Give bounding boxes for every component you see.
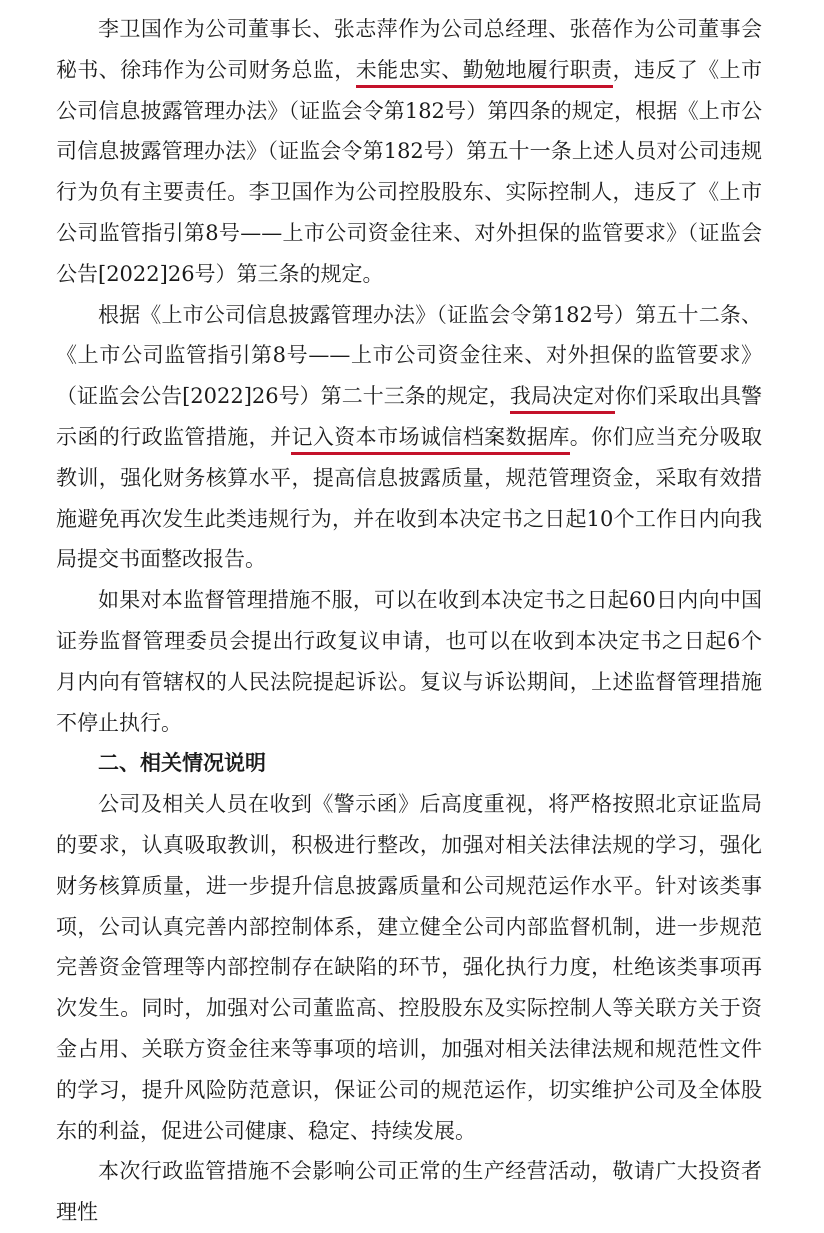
paragraph-decision	[56, 295, 762, 581]
paragraph-impact: 本次行政监管措施不会影响公司正常的生产经营活动，敬请广大投资者理性	[56, 1159, 762, 1225]
section-heading: 二、相关情况说明	[98, 751, 266, 776]
paragraph-text: ，违反了《上市公司信息披露管理办法》（证监会令第182号）第四条的规定，根据《上市公司信息披露管理办法》（证监会令第182号）第五十一条上述人员对公司违规行为负有主要责任。李卫国作为公司控股股东、实际控制人，违反了《上市公司监管指引第8号——上市公司资金往来、对外担保的监管要求》（证监会公告[2022]26号）第三条的规定。	[56, 57, 762, 286]
highlighted-text: 未能忠实、勤勉地履行职责	[356, 58, 613, 88]
highlighted-text: 记入资本市场诚信档案数据库	[291, 425, 569, 455]
paragraph-rectification: 公司及相关人员在收到《警示函》后高度重视，将严格按照北京证监局的要求，认真吸取教训，积极进行整改，加强对相关法律法规的学习，强化财务核算质量，进一步提升信息披露质量和公司规范运作水平。针对该类事项，公司认真完善内部控制体系，建立健全公司内部监督机制，进一步规范完善资金管理等内部控制存在缺陷的环节，强化执行力度，杜绝该类事项再次发生。同时，加强对公司董监高、控股股东及实际控制人等关联方关于资金占用、关联方资金往来等事项的培训，加强对相关法律法规和规范性文件的学习，提升风险防范意识，保证公司的规范运作，切实维护公司及全体股东的利益，促进公司健康、稳定、持续发展。	[56, 792, 762, 1143]
paragraph-text: 李卫国作为公司董事长、张志萍作为公司总经理、张蓓作为公司董事会秘书、徐玮作为公司财务总监，	[56, 17, 762, 82]
paragraph-responsibility	[56, 9, 762, 295]
paragraph-text: 。你们应当充分吸取教训，强化财务核算水平，提高信息披露质量，规范管理资金，采取有效措施避免再次发生此类违规行为，并在收到本决定书之日起10个工作日内向我局提交书面整改报告。	[56, 424, 762, 572]
paragraph-text: 你们采取出具警示函的行政监管措施，并	[56, 384, 762, 449]
paragraph-appeal: 如果对本监督管理措施不服，可以在收到本决定书之日起60日内向中国证券监督管理委员会提出行政复议申请，也可以在收到本决定书之日起6个月内向有管辖权的人民法院提起诉讼。复议与诉讼期间，上述监督管理措施不停止执行。	[56, 588, 762, 735]
paragraph-text: 根据《上市公司信息披露管理办法》（证监会令第182号）第五十二条、《上市公司监管指引第8号——上市公司资金往来、对外担保的监管要求》（证监会公告[2022]26号）第二十三条的规定，	[56, 302, 762, 409]
highlighted-text: 我局决定对	[510, 384, 615, 414]
document-body	[56, 0, 762, 1233]
